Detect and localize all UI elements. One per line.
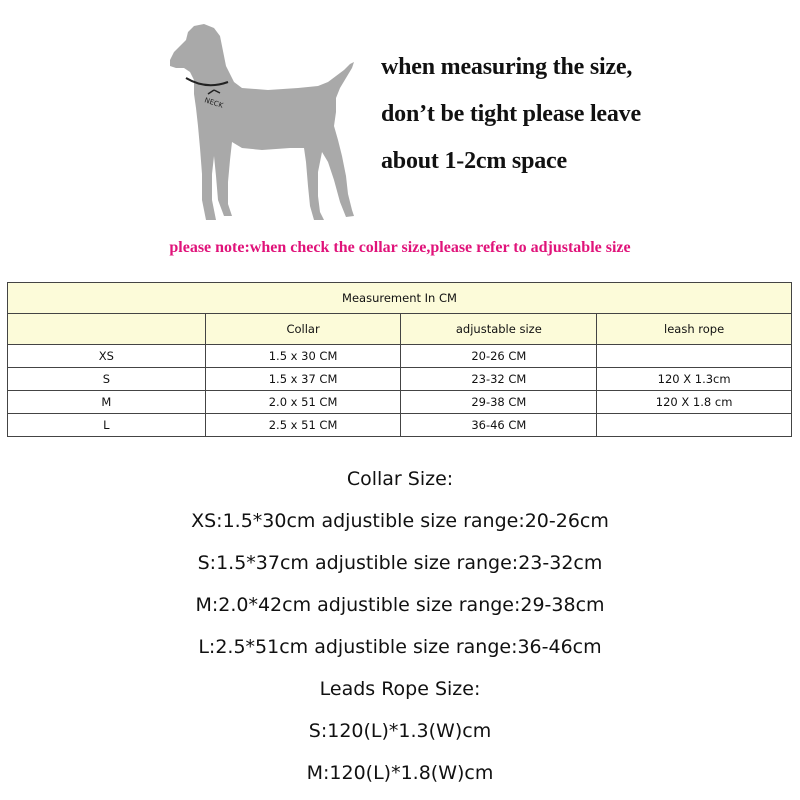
cell-size: M	[8, 391, 206, 414]
table-row	[8, 414, 792, 437]
instruction-line-3: about 1-2cm space	[381, 148, 567, 174]
cell-adjustable: 36-46 CM	[401, 414, 597, 437]
header-size	[8, 314, 206, 345]
table-caption: Measurement In CM	[8, 283, 792, 314]
instruction-line-1: when measuring the size,	[381, 54, 633, 80]
neck-label: NECK	[203, 96, 225, 110]
table-row	[8, 345, 792, 368]
table-caption-row	[8, 283, 792, 314]
header-collar: Collar	[205, 314, 401, 345]
header-leash-rope: leash rope	[597, 314, 792, 345]
cell-size: L	[8, 414, 206, 437]
cell-collar: 2.0 x 51 CM	[205, 391, 401, 414]
collar-size-title: Collar Size:	[346, 468, 454, 490]
header-adjustable-size: adjustable size	[401, 314, 597, 345]
cell-leash: 120 X 1.8 cm	[597, 391, 792, 414]
leads-rope-size-title: Leads Rope Size:	[319, 678, 481, 700]
table-row	[8, 368, 792, 391]
collar-size-line-m: M:2.0*42cm adjustible size range:29-38cm	[195, 594, 605, 616]
cell-leash: 120 X 1.3cm	[597, 368, 792, 391]
cell-leash	[597, 345, 792, 368]
measurement-table	[7, 282, 792, 437]
collar-size-line-s: S:1.5*37cm adjustible size range:23-32cm	[197, 552, 603, 574]
dog-silhouette-illustration	[158, 16, 368, 234]
cell-collar: 1.5 x 37 CM	[205, 368, 401, 391]
instruction-line-2: don’t be tight please leave	[381, 101, 641, 127]
cell-size: S	[8, 368, 206, 391]
collar-size-line-l: L:2.5*51cm adjustible size range:36-46cm	[198, 636, 602, 658]
cell-adjustable: 29-38 CM	[401, 391, 597, 414]
table-header-row	[8, 314, 792, 345]
leads-rope-line-m: M:120(L)*1.8(W)cm	[306, 762, 494, 784]
collar-size-line-xs: XS:1.5*30cm adjustible size range:20-26cm	[191, 510, 609, 532]
collar-size-note: please note:when check the collar size,please refer to adjustable size	[169, 239, 631, 256]
cell-adjustable: 23-32 CM	[401, 368, 597, 391]
cell-size: XS	[8, 345, 206, 368]
cell-leash	[597, 414, 792, 437]
leads-rope-line-s: S:120(L)*1.3(W)cm	[308, 720, 492, 742]
cell-collar: 1.5 x 30 CM	[205, 345, 401, 368]
cell-adjustable: 20-26 CM	[401, 345, 597, 368]
table-row	[8, 391, 792, 414]
cell-collar: 2.5 x 51 CM	[205, 414, 401, 437]
